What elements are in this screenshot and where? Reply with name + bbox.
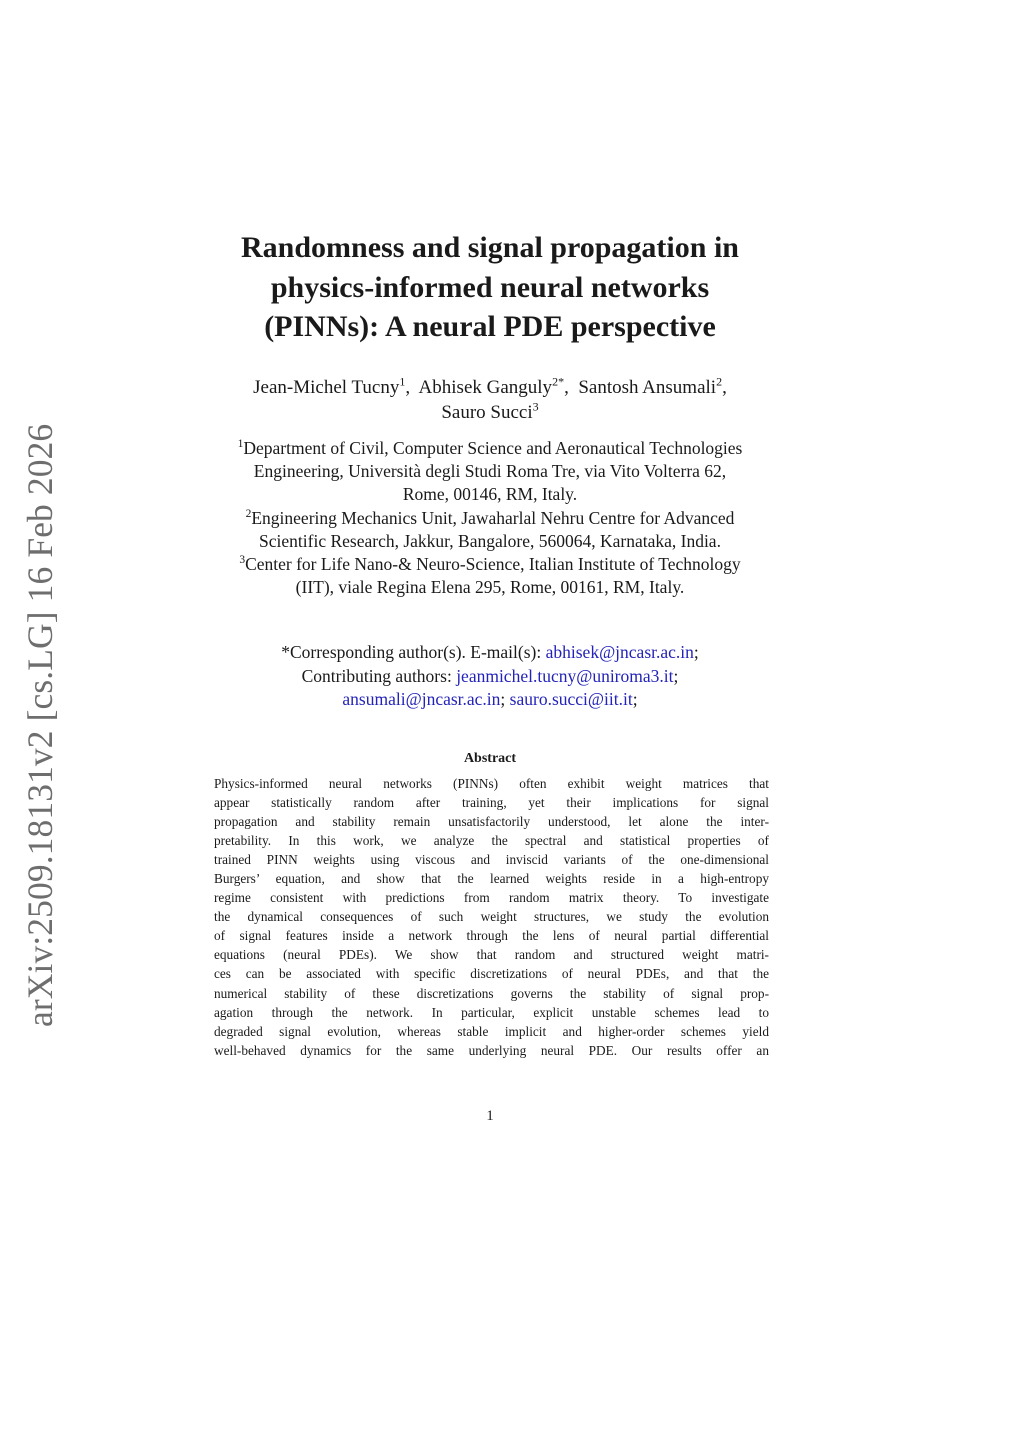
abstract-line: ces can be associated with specific discretizations of neural PDEs, and that the [214, 966, 769, 982]
author-list [190, 375, 790, 425]
abstract-line: Physics-informed neural networks (PINNs) often exhibit weight matrices that [214, 776, 769, 791]
author-name: Santosh Ansumali [578, 377, 717, 398]
affiliation-mark: 1 [237, 438, 244, 451]
paper-title [190, 228, 790, 347]
corresponding-label: *Corresponding author(s). E-mail(s): [281, 642, 542, 662]
author-separator: , [722, 377, 727, 398]
contributing-authors-line [180, 688, 800, 712]
affiliation-line [180, 507, 800, 530]
contributing-email-link[interactable]: jeanmichel.tucny@uniroma3.it [456, 665, 674, 686]
abstract-line: well-behaved dynamics for the same underlying neural PDE. Our results offer an [214, 1042, 769, 1058]
correspondence-block [180, 641, 800, 712]
arxiv-identifier-stamp: arXiv:2509.18131v2 [cs.LG] 16 Feb 2026 [20, 423, 60, 1027]
author-affiliation-mark: 3 [532, 399, 539, 414]
email-separator: ; [693, 642, 699, 662]
author-affiliation-mark: 2 [716, 374, 723, 389]
abstract-line: trained PINN weights using viscous and inviscid variants of the one-dimensional [214, 852, 769, 868]
contributing-email-link[interactable]: ansumali@jncasr.ac.in [342, 689, 501, 709]
email-separator: ; [632, 689, 638, 709]
author-affiliation-mark: 2* [552, 374, 565, 389]
affiliation-mark: 2 [245, 507, 252, 520]
abstract-line: appear statistically random after training, yet their implications for signal [214, 795, 769, 811]
email-separator: ; [500, 689, 506, 709]
affiliation-text: Department of Civil, Computer Science and Aeronautical Technologies [243, 438, 743, 458]
author-name: Abhisek Ganguly [418, 377, 553, 398]
author-name: Sauro Succi [441, 402, 533, 423]
author-separator: , [405, 377, 419, 398]
author-line [190, 375, 790, 400]
email-separator: ; [673, 665, 679, 686]
contributing-email-link[interactable]: sauro.succi@iit.it [509, 689, 633, 709]
abstract-line: degraded signal evolution, whereas stable implicit and higher-order schemes yield [214, 1023, 769, 1039]
abstract-line: pretability. In this work, we analyze the spectral and statistical properties of [214, 833, 769, 849]
abstract-line: regime consistent with predictions from random matrix theory. To investigate [214, 890, 769, 906]
corresponding-author-line [180, 641, 800, 665]
contributing-label: Contributing authors: [301, 665, 452, 686]
page-number: 1 [486, 1108, 494, 1124]
corresponding-email-link[interactable]: abhisek@jncasr.ac.in [545, 642, 694, 662]
affiliation-line: (IIT), viale Regina Elena 295, Rome, 00161, RM, Italy. [295, 577, 685, 598]
affiliation-mark: 3 [239, 554, 246, 567]
abstract-line: equations (neural PDEs). We show that random and structured weight matri- [214, 947, 769, 963]
affiliation-line: Engineering, Università degli Studi Roma Tre, via Vito Volterra 62, [253, 461, 727, 482]
affiliation-line: Rome, 00146, RM, Italy. [402, 484, 578, 505]
author-line [190, 400, 790, 425]
affiliation-line [180, 437, 800, 460]
author-affiliation-mark: 1 [399, 374, 406, 389]
affiliation-line [180, 553, 800, 576]
affiliation-list [180, 437, 800, 599]
abstract-line: Burgers’ equation, and show that the learned weights reside in a high-entropy [214, 871, 769, 887]
abstract-line: numerical stability of these discretizations governs the stability of signal prop- [214, 985, 769, 1001]
affiliation-text: Center for Life Nano-& Neuro-Science, Italian Institute of Technology [245, 554, 741, 575]
author-name: Jean-Michel Tucny [253, 377, 400, 398]
abstract-line: the dynamical consequences of such weight structures, we study the evolution [214, 909, 769, 925]
title-line: Randomness and signal propagation in [241, 231, 739, 264]
abstract-heading: Abstract [463, 751, 517, 766]
contributing-authors-line [180, 665, 800, 689]
abstract-line: agation through the network. In particular, explicit unstable schemes lead to [214, 1004, 769, 1020]
abstract-line: propagation and stability remain unsatisfactorily understood, let alone the inter- [214, 814, 769, 830]
title-line: physics-informed neural networks [270, 270, 710, 304]
title-line: (PINNs): A neural PDE perspective [264, 310, 716, 343]
affiliation-text: Engineering Mechanics Unit, Jawaharlal Nehru Centre for Advanced [251, 507, 735, 528]
affiliation-line: Scientific Research, Jakkur, Bangalore, 560064, Karnataka, India. [259, 530, 721, 551]
author-separator: , [564, 377, 579, 398]
abstract-body [214, 774, 769, 1060]
abstract-line: of signal features inside a network through the lens of neural partial differential [214, 928, 769, 944]
